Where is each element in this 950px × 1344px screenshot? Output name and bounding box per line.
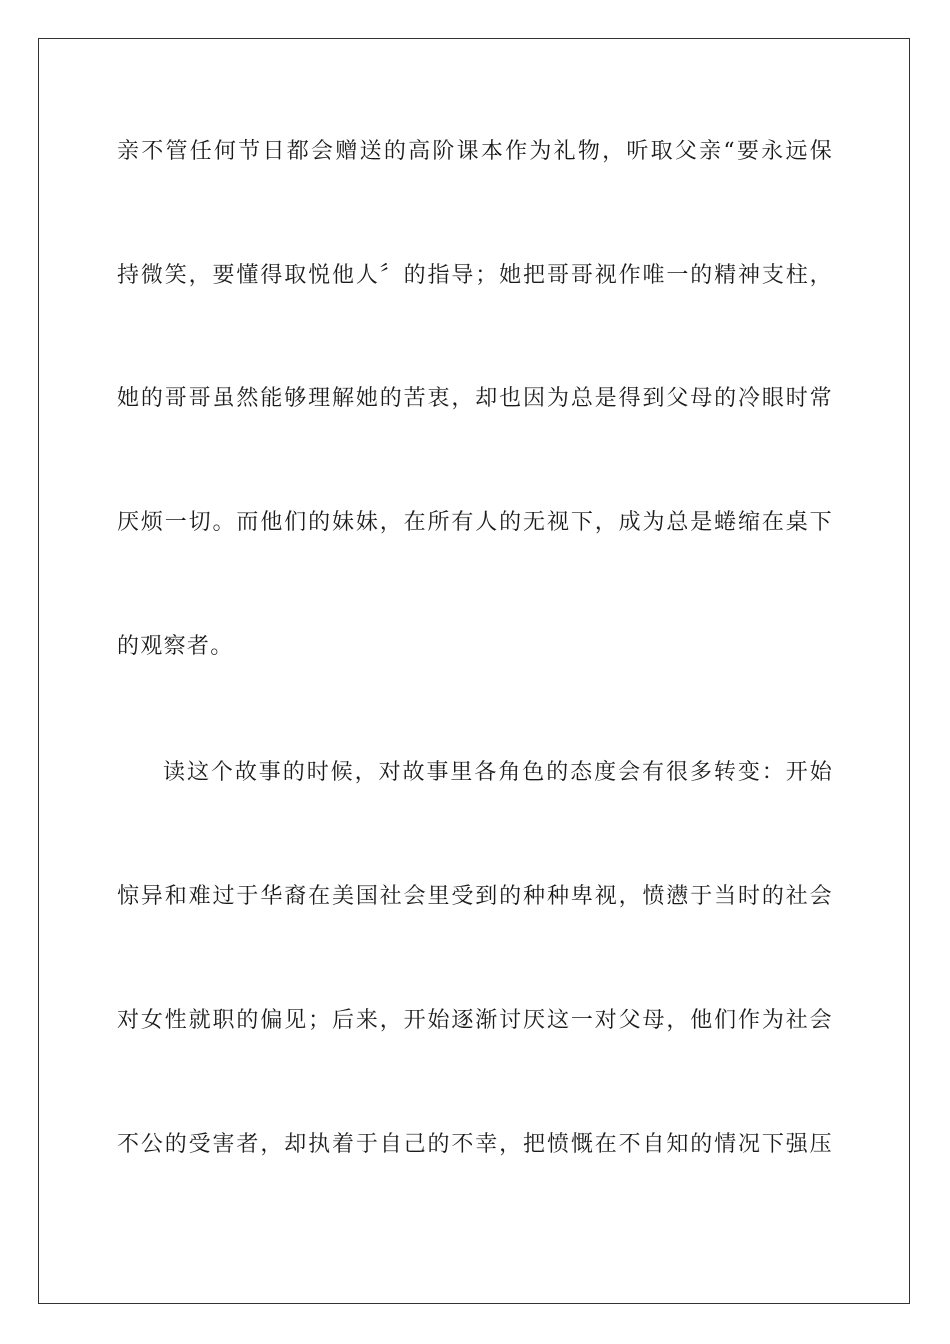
text-line: 不公的受害者，却执着于自己的不幸，把愤慨在不自知的情况下强压 bbox=[117, 1132, 833, 1157]
text-line: 她的哥哥虽然能够理解她的苦衷，却也因为总是得到父母的冷眼时常 bbox=[117, 386, 833, 411]
text-line: 厌烦一切。而他们的妹妹，在所有人的无视下，成为总是蜷缩在桌下 bbox=[117, 510, 833, 535]
paragraph-first-line: 读这个故事的时候，对故事里各角色的态度会有很多转变：开始 bbox=[163, 760, 833, 785]
text-line: 亲不管任何节日都会赠送的高阶课本作为礼物，听取父亲“要永远保 bbox=[117, 139, 833, 164]
text-line: 对女性就职的偏见；后来，开始逐渐讨厌这一对父母，他们作为社会 bbox=[117, 1008, 833, 1033]
text-line: 的观察者。 bbox=[117, 634, 234, 659]
text-line: 持微笑，要懂得取悦他人〞的指导；她把哥哥视作唯一的精神支柱， bbox=[117, 263, 833, 288]
page-border bbox=[38, 38, 910, 1304]
text-line: 惊异和难过于华裔在美国社会里受到的种种卑视，愤懑于当时的社会 bbox=[117, 884, 833, 909]
